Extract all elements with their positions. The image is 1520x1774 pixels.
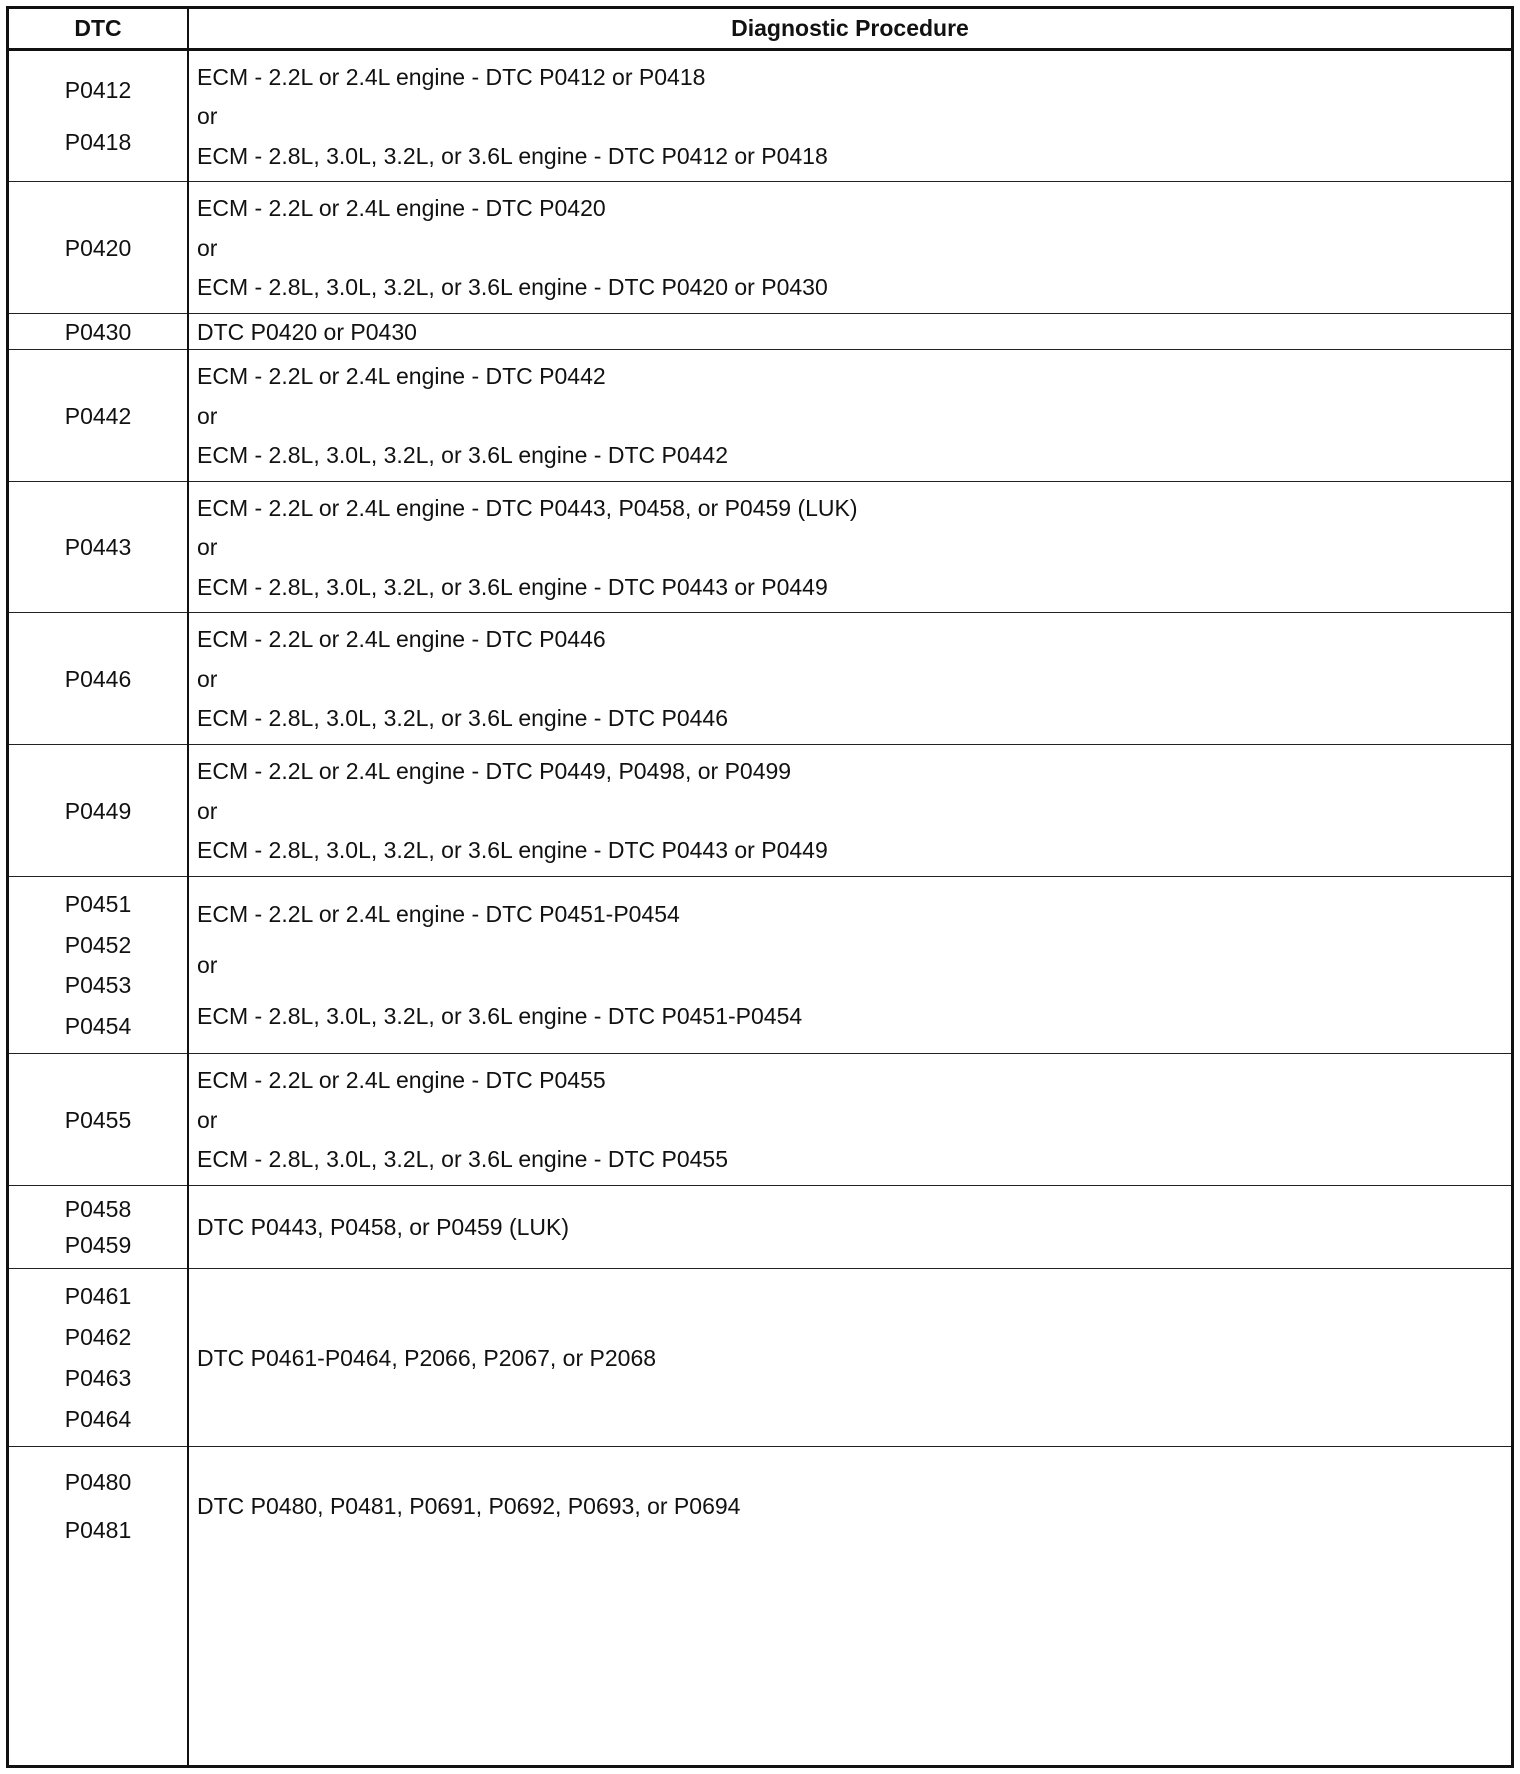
procedure-cell — [197, 1186, 1501, 1268]
dtc-cell — [9, 613, 187, 744]
procedure-line: DTC P0420 or P0430 — [197, 318, 417, 345]
table-row — [9, 350, 1511, 482]
procedure-line: ECM - 2.2L or 2.4L engine - DTC P0449, P0498, or P0499 — [197, 757, 792, 784]
table-row — [9, 314, 1511, 350]
procedure-cell — [197, 1269, 1501, 1446]
dtc-code: P0454 — [64, 1013, 132, 1040]
header-procedure: Diagnostic Procedure — [731, 15, 969, 41]
procedure-cell — [197, 877, 1501, 1053]
table-row — [9, 1054, 1511, 1186]
table-row — [9, 182, 1511, 314]
procedure-line: DTC P0443, P0458, or P0459 (LUK) — [197, 1214, 570, 1240]
table-row — [9, 482, 1511, 613]
dtc-cell — [9, 314, 187, 349]
procedure-line: ECM - 2.8L, 3.0L, 3.2L, or 3.6L engine - DTC P0420 or P0430 — [197, 274, 828, 301]
procedure-or: or — [197, 234, 218, 261]
procedure-line: ECM - 2.2L or 2.4L engine - DTC P0443, P0458, or P0459 (LUK) — [197, 494, 858, 521]
dtc-code: P0462 — [64, 1324, 132, 1350]
table-row — [9, 613, 1511, 745]
dtc-cell — [9, 51, 187, 181]
dtc-code: P0442 — [64, 402, 132, 429]
procedure-line: ECM - 2.8L, 3.0L, 3.2L, or 3.6L engine - DTC P0443 or P0449 — [197, 573, 828, 600]
procedure-line: DTC P0480, P0481, P0691, P0692, P0693, or P0694 — [197, 1493, 741, 1519]
procedure-cell — [197, 314, 1501, 349]
procedure-line: ECM - 2.8L, 3.0L, 3.2L, or 3.6L engine - DTC P0446 — [197, 705, 728, 732]
procedure-line: ECM - 2.2L or 2.4L engine - DTC P0412 or P0418 — [197, 63, 706, 90]
dtc-cell — [9, 350, 187, 481]
dtc-table — [6, 6, 1514, 1768]
dtc-code: P0420 — [64, 234, 132, 261]
procedure-line: ECM - 2.2L or 2.4L engine - DTC P0442 — [197, 362, 606, 389]
dtc-code: P0459 — [64, 1232, 132, 1259]
dtc-code: P0446 — [64, 665, 132, 692]
dtc-code: P0453 — [64, 972, 132, 999]
procedure-line: ECM - 2.2L or 2.4L engine - DTC P0451-P0454 — [197, 901, 680, 927]
procedure-cell — [197, 51, 1501, 181]
dtc-code: P0480 — [64, 1468, 132, 1495]
procedure-cell — [197, 182, 1501, 313]
procedure-line: ECM - 2.2L or 2.4L engine - DTC P0455 — [197, 1066, 606, 1093]
dtc-code: P0461 — [64, 1283, 132, 1309]
dtc-code: P0455 — [64, 1106, 132, 1133]
procedure-cell — [197, 1447, 1501, 1565]
dtc-code: P0412 — [64, 76, 132, 103]
dtc-cell — [9, 877, 187, 1053]
procedure-line: ECM - 2.8L, 3.0L, 3.2L, or 3.6L engine - DTC P0443 or P0449 — [197, 837, 828, 864]
table-row — [9, 1186, 1511, 1269]
procedure-line: ECM - 2.8L, 3.0L, 3.2L, or 3.6L engine - DTC P0451-P0454 — [197, 1003, 803, 1029]
procedure-or: or — [197, 665, 218, 692]
dtc-cell — [9, 1269, 187, 1446]
procedure-cell — [197, 482, 1501, 612]
dtc-code: P0481 — [64, 1517, 132, 1544]
dtc-code: P0464 — [64, 1406, 132, 1432]
dtc-code: P0430 — [64, 318, 132, 345]
dtc-code: P0458 — [64, 1195, 132, 1222]
dtc-code: P0452 — [64, 931, 132, 958]
table-row — [9, 1447, 1511, 1565]
table-row — [9, 1269, 1511, 1447]
dtc-cell — [9, 482, 187, 612]
procedure-or: or — [197, 534, 218, 560]
procedure-or: or — [197, 402, 218, 429]
procedure-line: ECM - 2.8L, 3.0L, 3.2L, or 3.6L engine - DTC P0412 or P0418 — [197, 142, 828, 169]
table-row — [9, 745, 1511, 877]
procedure-cell — [197, 350, 1501, 481]
dtc-code: P0418 — [64, 129, 132, 156]
dtc-cell — [9, 1054, 187, 1185]
header-dtc: DTC — [74, 15, 122, 41]
procedure-line: ECM - 2.2L or 2.4L engine - DTC P0420 — [197, 194, 606, 221]
dtc-cell — [9, 1447, 187, 1565]
procedure-or: or — [197, 103, 218, 129]
procedure-line: ECM - 2.8L, 3.0L, 3.2L, or 3.6L engine - DTC P0442 — [197, 442, 728, 469]
dtc-code: P0443 — [64, 534, 132, 560]
dtc-code: P0451 — [64, 890, 132, 917]
procedure-cell — [197, 1054, 1501, 1185]
table-row — [9, 877, 1511, 1054]
procedure-or: or — [197, 1106, 218, 1133]
procedure-or: or — [197, 952, 218, 978]
procedure-or: or — [197, 797, 218, 824]
procedure-line: ECM - 2.2L or 2.4L engine - DTC P0446 — [197, 625, 606, 652]
dtc-code: P0463 — [64, 1365, 132, 1391]
procedure-cell — [197, 613, 1501, 744]
procedure-line: DTC P0461-P0464, P2066, P2067, or P2068 — [197, 1344, 657, 1371]
dtc-code: P0449 — [64, 797, 132, 824]
table-row — [9, 51, 1511, 182]
dtc-cell — [9, 745, 187, 876]
table-header — [9, 9, 1511, 51]
dtc-cell — [9, 1186, 187, 1268]
procedure-line: ECM - 2.8L, 3.0L, 3.2L, or 3.6L engine - DTC P0455 — [197, 1146, 728, 1173]
procedure-cell — [197, 745, 1501, 876]
column-divider — [187, 9, 189, 1765]
dtc-cell — [9, 182, 187, 313]
